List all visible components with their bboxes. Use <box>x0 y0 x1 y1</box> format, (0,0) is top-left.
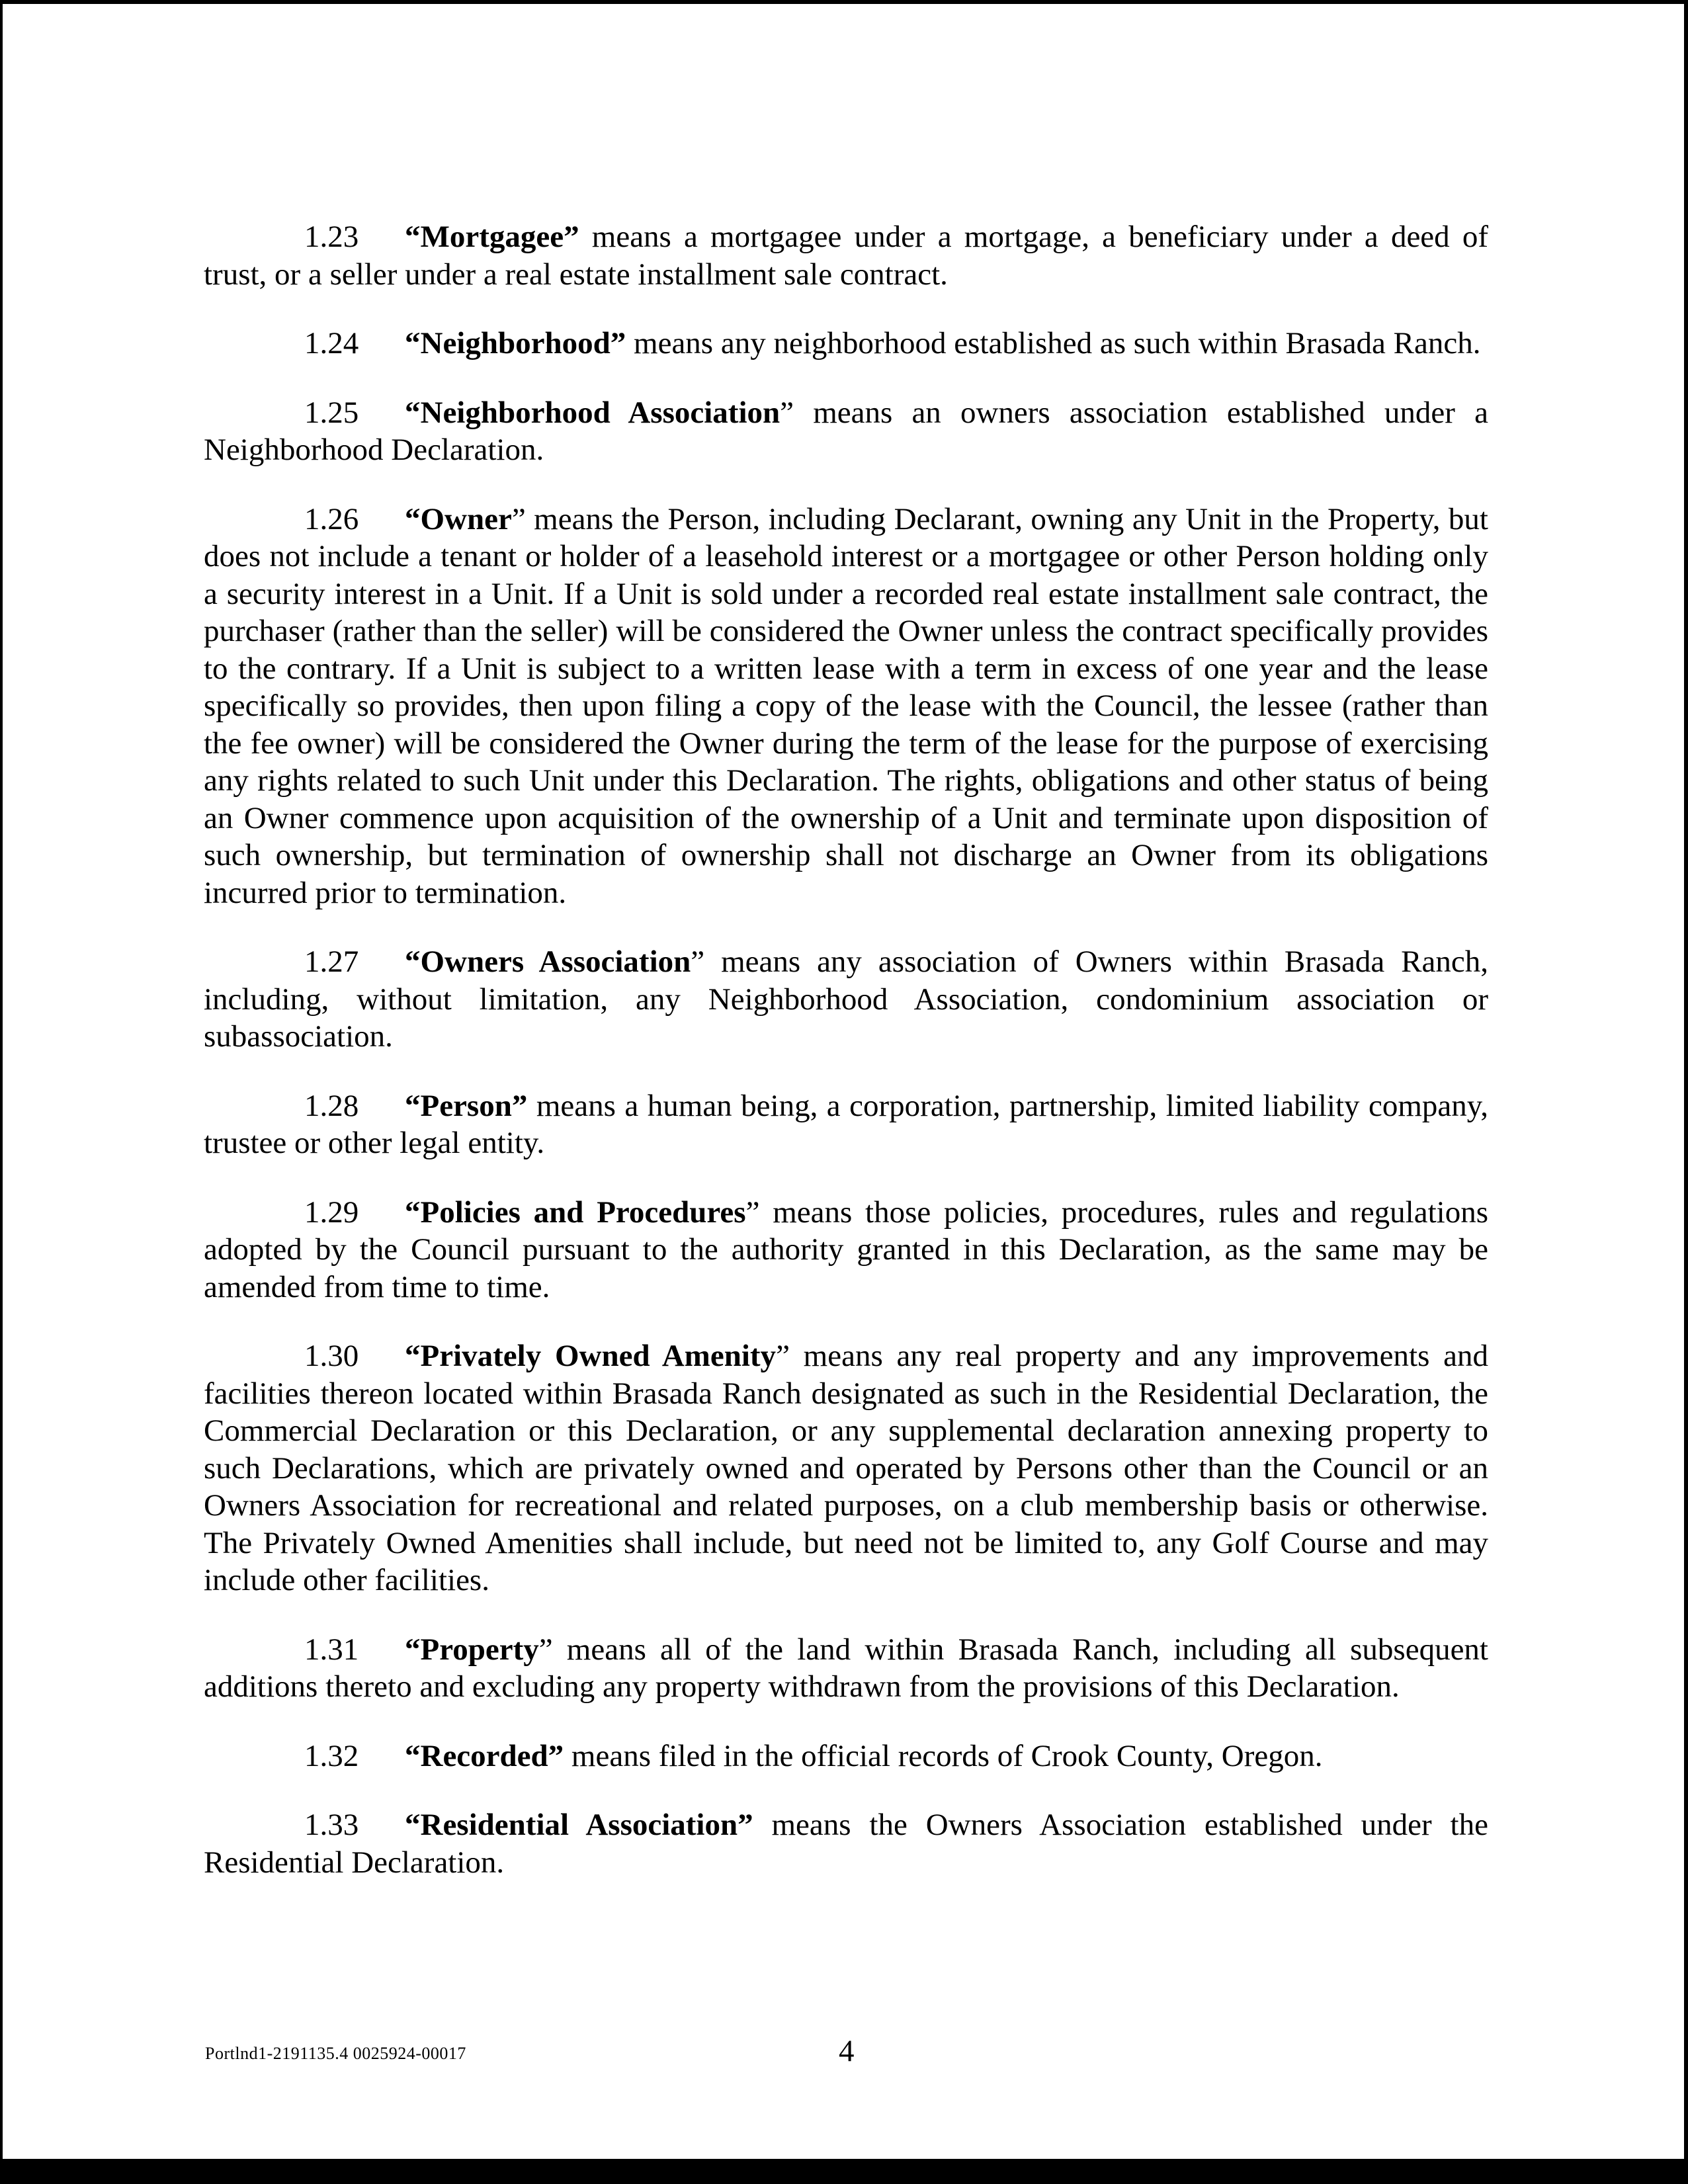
definition-text: means the Owners Association established under the Residential Declaration. <box>204 1808 1488 1880</box>
defined-term: “Owner <box>405 501 512 536</box>
section-number: 1.26 <box>304 501 359 536</box>
scan-border-left <box>0 0 3 2184</box>
definition-1-31 <box>204 1631 1488 1706</box>
scan-border-top <box>0 0 1688 4</box>
scan-border-right <box>1684 0 1688 2184</box>
defined-term: “Privately Owned Amenity <box>405 1339 777 1373</box>
document-body <box>204 218 1488 1913</box>
definition-1-23 <box>204 218 1488 293</box>
section-number: 1.30 <box>304 1339 359 1373</box>
defined-term: “Person” <box>405 1088 528 1123</box>
definition-text: ” means the Person, including Declarant, owning any Unit in the Property, but does not include a tenant or holder of a leasehold interest or a mortgagee or other Person holding only a security interest in a Unit. If a Unit is sold under a recorded real estate installment sale contract, the purchaser (rather than the seller) will be considered the Owner unless the contract specifically provides to the contrary. If a Unit is subject to a written lease with a term in excess of one year and the lease specifically so provides, then upon filing a copy of the lease with the Council, the lessee (rather than the fee owner) will be considered the Owner during the term of the lease for the purpose of exercising any rights related to such Unit under this Declaration. The rights, obligations and other status of being an Owner commence upon acquisition of the ownership of a Unit and terminate upon disposition of such ownership, but termination of ownership shall not discharge an Owner from its obligations incurred prior to termination. <box>204 501 1488 910</box>
section-number: 1.33 <box>304 1808 359 1842</box>
definition-text: means a mortgagee under a mortgage, a beneficiary under a deed of trust, or a seller under a real estate installment sale contract. <box>204 220 1488 292</box>
section-number: 1.23 <box>304 220 359 254</box>
scan-border-bottom <box>0 2159 1688 2184</box>
section-number: 1.32 <box>304 1738 359 1773</box>
defined-term: “Policies and Procedures <box>405 1195 746 1230</box>
section-number: 1.29 <box>304 1195 359 1230</box>
page-number: 4 <box>839 2034 855 2068</box>
defined-term: “Owners Association <box>405 945 691 979</box>
definition-1-26 <box>204 501 1488 912</box>
defined-term: “Property <box>405 1632 539 1667</box>
definition-1-33 <box>204 1806 1488 1881</box>
definition-text: ” means all of the land within Brasada Ranch, including all subsequent additions thereto and excluding any property withdrawn from the provisions of this Declaration. <box>204 1632 1488 1704</box>
definition-1-30 <box>204 1337 1488 1599</box>
definition-text: means any neighborhood established as such within Brasada Ranch. <box>626 326 1481 360</box>
section-number: 1.25 <box>304 395 359 430</box>
section-number: 1.27 <box>304 945 359 979</box>
definition-1-25 <box>204 394 1488 469</box>
definition-1-29 <box>204 1194 1488 1306</box>
definition-text: ” means any real property and any improvements and facilities thereon located within Brasada Ranch designated as such in the Residential Declaration, the Commercial Declaration or this Declaration, or any supplemental declaration annexing property to such Declarations, which are privately owned and operated by Persons other than the Council or an Owners Association for recreational and related purposes, on a club membership basis or otherwise. The Privately Owned Amenities shall include, but need not be limited to, any Golf Course and may include other facilities. <box>204 1339 1488 1597</box>
definition-1-32 <box>204 1738 1488 1775</box>
definition-text: ” means those policies, procedures, rules and regulations adopted by the Council pursuant to the authority granted in this Declaration, as the same may be amended from time to time. <box>204 1195 1489 1304</box>
defined-term: “Mortgagee” <box>405 220 579 254</box>
definition-text: means a human being, a corporation, partnership, limited liability company, trustee or other legal entity. <box>204 1088 1488 1160</box>
definition-1-27 <box>204 943 1488 1056</box>
definition-text: means filed in the official records of Crook County, Oregon. <box>564 1738 1323 1773</box>
definition-text: ” means an owners association established under a Neighborhood Declaration. <box>204 395 1488 467</box>
defined-term: “Residential Association” <box>405 1808 753 1842</box>
definition-1-28 <box>204 1087 1488 1162</box>
section-number: 1.31 <box>304 1632 359 1667</box>
definition-1-24 <box>204 325 1488 362</box>
footer-document-reference: Portlnd1-2191135.4 0025924-00017 <box>205 2044 466 2063</box>
section-number: 1.28 <box>304 1088 359 1123</box>
section-number: 1.24 <box>304 326 359 360</box>
definition-text: ” means any association of Owners within Brasada Ranch, including, without limitation, any Neighborhood Association, condominium association or subassociation. <box>204 945 1488 1054</box>
defined-term: “Recorded” <box>405 1738 564 1773</box>
defined-term: “Neighborhood” <box>405 326 626 360</box>
defined-term: “Neighborhood Association <box>405 395 781 430</box>
